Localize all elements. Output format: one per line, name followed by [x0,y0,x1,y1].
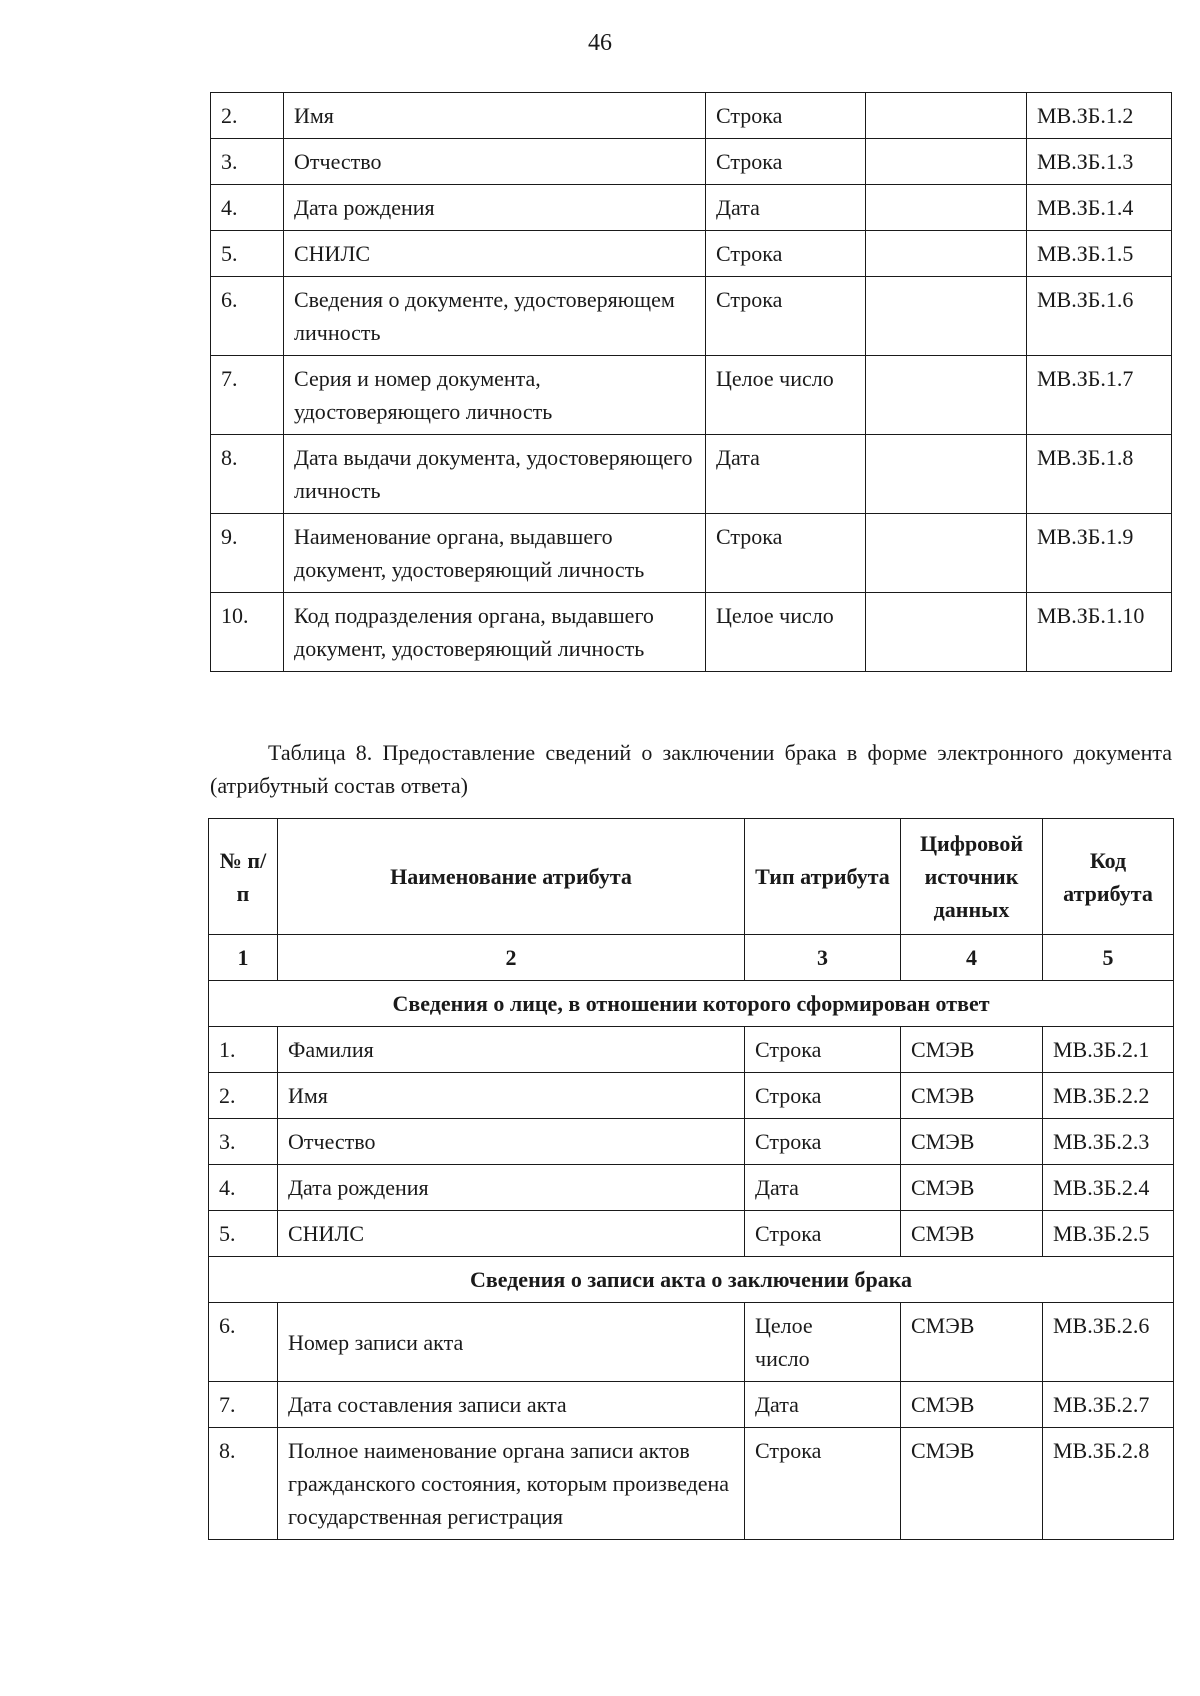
data-source: СМЭВ [901,1428,1043,1540]
row-number: 4. [211,185,284,231]
attribute-type: Строка [706,277,866,356]
section-row [209,1257,1174,1303]
attribute-code: МВ.ЗБ.1.6 [1027,277,1172,356]
row-number: 6. [209,1303,278,1382]
data-source [866,593,1027,672]
attribute-type: Строка [745,1211,901,1257]
data-source [866,231,1027,277]
row-number: 7. [211,356,284,435]
row-number: 3. [211,139,284,185]
attribute-code: МВ.ЗБ.2.1 [1043,1027,1174,1073]
table-row [209,1303,1174,1382]
section-row [209,981,1174,1027]
column-index: 2 [278,935,745,981]
table-row [209,1119,1174,1165]
column-index: 4 [901,935,1043,981]
row-number: 2. [209,1073,278,1119]
table-row [211,185,1172,231]
header-num: № п/п [209,819,278,935]
row-number: 8. [209,1428,278,1540]
row-number: 5. [211,231,284,277]
table-caption-text: Таблица 8. Предоставление сведений о заключении брака в форме электронного документа (атрибутный состав ответа) [210,740,1172,798]
data-source [866,139,1027,185]
attribute-name: Полное наименование органа записи актов гражданского состояния, которым произведена государственная регистрация [278,1428,745,1540]
data-source [866,93,1027,139]
table-row [211,277,1172,356]
attribute-name: Отчество [284,139,706,185]
header-source: Цифровой источник данных [901,819,1043,935]
table-row [209,1027,1174,1073]
attribute-type: Целое число [706,593,866,672]
attribute-name: Отчество [278,1119,745,1165]
row-number: 2. [211,93,284,139]
attribute-name: Наименование органа, выдавшего документ, удостоверяющий личность [284,514,706,593]
data-source: СМЭВ [901,1303,1043,1382]
attribute-name: СНИЛС [278,1211,745,1257]
row-number: 9. [211,514,284,593]
attribute-table-continued [210,92,1172,672]
row-number: 5. [209,1211,278,1257]
table-row [211,93,1172,139]
attribute-code: МВ.ЗБ.2.7 [1043,1382,1174,1428]
attribute-type: Строка [745,1428,901,1540]
row-number: 6. [211,277,284,356]
data-source: СМЭВ [901,1211,1043,1257]
attribute-code: МВ.ЗБ.2.5 [1043,1211,1174,1257]
page-number: 46 [588,30,612,56]
attribute-code: МВ.ЗБ.1.8 [1027,435,1172,514]
data-source [866,514,1027,593]
attribute-code: МВ.ЗБ.2.4 [1043,1165,1174,1211]
attribute-code: МВ.ЗБ.2.3 [1043,1119,1174,1165]
attribute-type: Целое число [706,356,866,435]
section-title: Сведения о лице, в отношении которого сформирован ответ [209,981,1174,1027]
attribute-type: Дата [745,1165,901,1211]
table-row [211,231,1172,277]
table-header-row [209,819,1174,935]
attribute-code: МВ.ЗБ.1.9 [1027,514,1172,593]
attribute-code: МВ.ЗБ.1.7 [1027,356,1172,435]
data-source: СМЭВ [901,1382,1043,1428]
section-title: Сведения о записи акта о заключении брака [209,1257,1174,1303]
data-source [866,435,1027,514]
attribute-code: МВ.ЗБ.1.5 [1027,231,1172,277]
table-row [211,593,1172,672]
row-number: 1. [209,1027,278,1073]
attribute-name: СНИЛС [284,231,706,277]
table-row [211,435,1172,514]
data-source: СМЭВ [901,1165,1043,1211]
attribute-name: Фамилия [278,1027,745,1073]
attribute-name: Номер записи акта [278,1303,745,1382]
attribute-name: Дата составления записи акта [278,1382,745,1428]
row-number: 3. [209,1119,278,1165]
row-number: 8. [211,435,284,514]
attribute-type: Целое число [745,1303,901,1382]
attribute-code: МВ.ЗБ.1.10 [1027,593,1172,672]
attribute-name: Дата выдачи документа, удостоверяющего личность [284,435,706,514]
row-number: 4. [209,1165,278,1211]
data-source: СМЭВ [901,1073,1043,1119]
attribute-type: Дата [745,1382,901,1428]
attribute-name: Дата рождения [284,185,706,231]
table-row [209,1211,1174,1257]
attribute-type: Строка [706,514,866,593]
attribute-name: Дата рождения [278,1165,745,1211]
table-row [209,1428,1174,1540]
column-index: 3 [745,935,901,981]
attribute-type: Строка [706,231,866,277]
data-source: СМЭВ [901,1119,1043,1165]
marriage-attribute-table [208,818,1174,1540]
header-code: Код атрибута [1043,819,1174,935]
data-source [866,185,1027,231]
attribute-type: Строка [706,93,866,139]
attribute-name: Код подразделения органа, выдавшего документ, удостоверяющий личность [284,593,706,672]
data-source: СМЭВ [901,1027,1043,1073]
table-row [211,514,1172,593]
attribute-type: Дата [706,185,866,231]
attribute-code: МВ.ЗБ.1.4 [1027,185,1172,231]
table-row [209,1165,1174,1211]
table-row [211,139,1172,185]
attribute-type: Строка [745,1073,901,1119]
attribute-code: МВ.ЗБ.2.2 [1043,1073,1174,1119]
attribute-code: МВ.ЗБ.1.2 [1027,93,1172,139]
attribute-name: Сведения о документе, удостоверяющем личность [284,277,706,356]
column-index-row [209,935,1174,981]
header-type: Тип атрибута [745,819,901,935]
data-source [866,356,1027,435]
column-index: 1 [209,935,278,981]
row-number: 7. [209,1382,278,1428]
attribute-type: Строка [745,1027,901,1073]
table-row [209,1382,1174,1428]
header-name: Наименование атрибута [278,819,745,935]
attribute-code: МВ.ЗБ.1.3 [1027,139,1172,185]
table-row [209,1073,1174,1119]
attribute-type: Строка [745,1119,901,1165]
attribute-code: МВ.ЗБ.2.8 [1043,1428,1174,1540]
row-number: 10. [211,593,284,672]
attribute-name: Серия и номер документа, удостоверяющего личность [284,356,706,435]
attribute-name: Имя [284,93,706,139]
column-index: 5 [1043,935,1174,981]
attribute-type: Строка [706,139,866,185]
attribute-type: Дата [706,435,866,514]
table-row [211,356,1172,435]
data-source [866,277,1027,356]
attribute-name: Имя [278,1073,745,1119]
attribute-code: МВ.ЗБ.2.6 [1043,1303,1174,1382]
table-caption [210,736,1172,802]
